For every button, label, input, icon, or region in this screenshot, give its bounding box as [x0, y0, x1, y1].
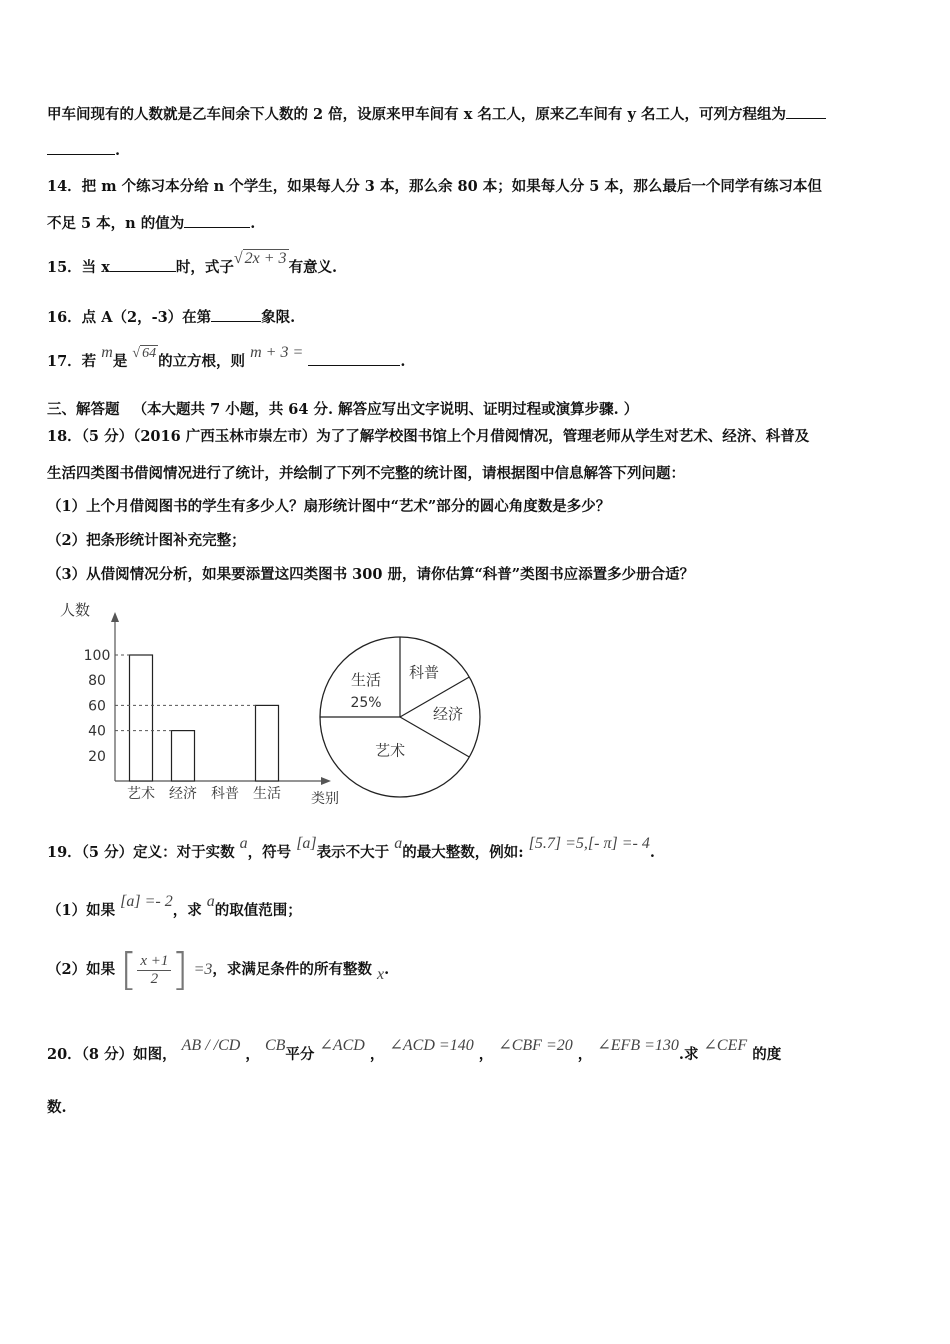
q19-sub1-a: a [206, 893, 215, 910]
q20-sep: ， [245, 1046, 260, 1063]
q19-x: x [376, 966, 385, 983]
q15-mid: 时，式子 [175, 259, 234, 276]
q19-sub2-end: . [384, 961, 390, 978]
q20-sep: ， [369, 1046, 385, 1063]
x-axis-label: 类别 [311, 791, 339, 807]
q13-text: 甲车间现有的人数就是乙车间余下人数的 2 倍，设原来甲车间有 x 名工人，原来乙车间有 y 名工人，可列方程组为 [47, 106, 786, 123]
q13-line2 [47, 140, 120, 159]
q20-angle-cbf-value: ∠CBF =20 [498, 1037, 573, 1054]
q17-line [47, 344, 406, 371]
q20-angle-cef: ∠CEF [703, 1037, 748, 1054]
y-axis-label: 人数 [60, 601, 91, 619]
q19-desc: 表示不大于 [316, 844, 390, 861]
q20-pre: 20．（8 分）如图， [47, 1046, 177, 1063]
section3-note: （本大题共 7 小题，共 64 分. 解答应写出文字说明、证明过程或演算步骤. ） [132, 401, 639, 418]
y-tick-label: 20 [88, 748, 106, 765]
q20-angle-efb-value: ∠EFB =130 [597, 1037, 679, 1054]
q14-end: . [250, 215, 256, 232]
q19-line [47, 835, 655, 862]
bar-经济 [172, 731, 195, 781]
q19-sub1-post: ，求 [172, 902, 202, 919]
q19-end: . [649, 844, 655, 861]
q20-ab-parallel-cd: AB / /CD [181, 1037, 241, 1054]
bar-艺术 [130, 655, 153, 781]
x-tick-label: 经济 [169, 786, 197, 802]
q16-pre: 16．点 A（2，-3）在第 [47, 309, 212, 326]
q20-sep: ， [478, 1046, 494, 1063]
q17-answer-blank[interactable] [308, 351, 400, 366]
q16-answer-blank[interactable] [211, 307, 261, 322]
y-tick-label: 40 [88, 723, 106, 740]
y-axis-arrow [111, 612, 119, 622]
q14-answer-blank[interactable] [184, 213, 250, 228]
q17-m: m [101, 344, 113, 361]
x-tick-label: 生活 [253, 786, 281, 802]
q20-bisect: 平分 [285, 1046, 315, 1063]
y-tick-label: 80 [88, 673, 106, 690]
bar-生活 [256, 705, 279, 781]
q15-pre: 15．当 x [47, 259, 110, 276]
pie-percent-生活: 25% [350, 695, 382, 712]
q20-line1 [47, 1037, 782, 1064]
section3-header [47, 398, 638, 419]
q20-line2: 数. [47, 1099, 67, 1116]
q14-line2 [47, 212, 255, 233]
q19-example1: [5.7] =5, [528, 835, 588, 852]
q19-sub1 [47, 893, 302, 920]
q18-line2: 生活四类图书借阅情况进行了统计，并绘制了下列不完整的统计图，请根据图中信息解答下列问题： [47, 465, 685, 482]
q18-sub1: （1）上个月借阅图书的学生有多少人？扇形统计图中“艺术”部分的圆心角度数是多少？ [47, 498, 611, 515]
q13-line1 [47, 103, 826, 124]
q18-sub3: （3）从借阅情况分析，如果要添置这四类图书 300 册，请你估算“科普”类图书应添置多少册合适？ [47, 566, 695, 583]
pie-label-经济: 经济 [432, 705, 464, 723]
q19-sub1-pre: （1）如果 [47, 902, 116, 919]
q20-angle-acd-value: ∠ACD =140 [389, 1037, 474, 1054]
q13-end: . [115, 142, 121, 159]
q17-is: 是 [112, 353, 128, 370]
pie-chart [312, 628, 492, 808]
y-tick-label: 100 [83, 648, 111, 664]
q14-text: 不足 5 本，n 的值为 [47, 215, 185, 232]
q15-answer-blank[interactable] [110, 257, 176, 272]
q20-angle-acd: ∠ACD [319, 1037, 365, 1054]
q19-sub1-end: 的取值范围； [214, 902, 302, 919]
q18-line1: 18．（5 分）（2016 广西玉林市崇左市）为了了解学校图书馆上个月借阅情况，管理老师从学生对艺术、经济、科普及 [47, 428, 810, 445]
q15-sqrt-expression: √ 2x + 3 [233, 250, 287, 267]
q18-sub2: （2）把条形统计图补充完整； [47, 532, 246, 549]
x-tick-label: 科普 [211, 786, 239, 802]
y-tick-label: 60 [88, 698, 106, 715]
bar-chart [55, 598, 355, 813]
q16-line [47, 306, 295, 327]
q13-answer-blank-a[interactable] [786, 104, 826, 119]
q13-answer-blank-b[interactable] [47, 140, 115, 155]
q19-fraction: $\frac{x +1}{2}$ [137, 953, 171, 988]
pie-label-生活: 生活 [351, 671, 382, 690]
q19-sub2-eq: =3 [193, 961, 213, 978]
q15-post: 有意义. [288, 259, 338, 276]
q19-sub2-pre: （2）如果 [47, 961, 116, 978]
q17-sqrt-expression: √ 64 [132, 346, 157, 361]
q19-a: a [239, 835, 248, 852]
q19-desc2: 的最大整数，例如: [402, 844, 524, 861]
pie-label-艺术: 艺术 [375, 741, 406, 760]
q20-cb: CB [264, 1037, 286, 1054]
section3-title: 三、解答题 [47, 401, 120, 418]
q17-mid: 的立方根，则 [158, 353, 246, 370]
q17-end: . [400, 353, 406, 370]
q19-pre: 19．（5 分）定义：对于实数 [47, 844, 235, 861]
q17-expr: m + 3 = [250, 344, 304, 361]
q19-sub1-expr: [a] =- 2 [120, 893, 173, 910]
q17-pre: 17．若 [47, 353, 97, 370]
q19-comma: ，符号 [247, 844, 292, 861]
q16-post: 象限. [261, 309, 296, 326]
q19-example2: [- π] =- 4 [587, 835, 650, 852]
q20-ask: .求 [678, 1046, 699, 1063]
q19-sub2-post: ，求满足条件的所有整数 [212, 961, 372, 978]
pie-label-科普: 科普 [408, 663, 440, 682]
q19-sub2: （2）如果 [ $\frac{x +1}{2}$ ] =3，求满足条件的所有整数 x. [47, 944, 390, 995]
q15-line [47, 250, 338, 277]
q20-sep: ， [577, 1046, 593, 1063]
q14-line1: 14．把 m 个练习本分给 n 个学生，如果每人分 3 本，那么余 80 本；如果每人分 5 本，那么最后一个同学有练习本但 [47, 178, 822, 195]
q19-bracket-a: [a] [296, 835, 317, 852]
q19-a2: a [394, 835, 403, 852]
q20-deg: 的度 [752, 1046, 782, 1063]
x-tick-label: 艺术 [127, 786, 155, 802]
